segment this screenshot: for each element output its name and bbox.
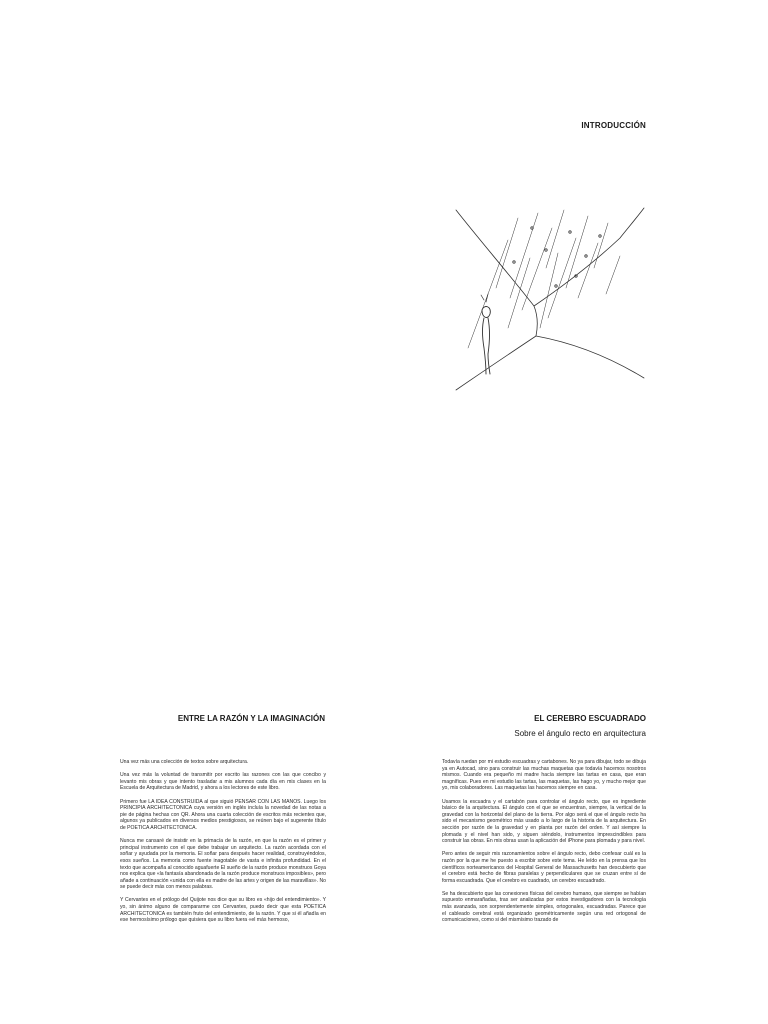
paragraph: Y Cervantes en el prólogo del Quijote nos dice que su libro es «hijo del entendimiento». Y yo, sin ánimo alguno de compararme con Cervantes, puedo decir que esta POETICA ARCHITECTONICA es también fruto del entendimiento, de la razón. Y que si él añadía en ese hermosísimo prólogo que quisiera que su libro fuera «el más hermoso,: [120, 897, 326, 924]
left-article-body: [120, 759, 326, 1024]
paragraph: Usamos la escuadra y el cartabón para controlar el ángulo recto, que es ingrediente básico de la arquitectura. El ángulo con el que se encuentran, siempre, la vertical de la gravedad con la horizontal del plano de la tierra. Por algo será el que el ángulo recto ha sido el mecanismo geométrico más usado a lo largo de la historia de la arquitectura. En sección por razón de la gravedad y en planta por razón del orden. Y así siempre la plomada y el nivel han sido, y siguen siéndolo, instrumentos imprescindibles para construir las obras. En mis obras usan la aplicación del iPhone para plomada y para nivel.: [442, 798, 646, 845]
paragraph: Una vez más una colección de textos sobre arquitectura.: [120, 759, 249, 765]
paragraph: Todavía ruedan por mi estudio escuadras y cartabones. No ya para dibujar, todo se dibuja ya en Autocad, sino para construir las muchas maquetas que todavía hacemos nosotros mismos. Cuando era pequeño mi madre hacía siempre las tartas en casa, que eran magníficas. Pues en mi estudio las tartas, las maquetas, las hago yo, y mucho mejor que yo, mis colaboradores. Las maquetas las hacemos siempre en casa.: [442, 759, 646, 792]
paragraph: Una vez más la voluntad de transmitir por escrito las razones con las que concibo y levanto mis obras y que intento trasladar a mis alumnos cada día en mis clases en la Escuela de Arquitectura de Madrid, y ahora a los lectores de este libro.: [120, 772, 326, 792]
right-article-title: EL CEREBRO ESCUADRADO: [534, 714, 646, 723]
paragraph: Se ha descubierto que las conexiones físicas del cerebro humano, que siempre se habían supuesto enmarañadas, tras ser analizadas por estos investigadores con la tecnología más avanzada, son sorprendentemente simples, ortogonales, escuadradas. Parece que el cableado cerebral está organizado geométricamente según una red ortogonal de comunicaciones, como si del mismísimo trazado de: [442, 890, 646, 924]
section-header: INTRODUCCIÓN: [581, 121, 646, 130]
left-article-title: ENTRE LA RAZÓN Y LA IMAGINACIÓN: [177, 714, 325, 723]
paragraph: Nunca me cansaré de insistir en la primacía de la razón, en que la razón es el primer y principal instrumento con el que debe trabajar un arquitecto. La razón acordada con el soñar y ayudada por la memoria. El soñar para después hacer realidad, construyéndolos, esos sueños. La memoria como fuente inagotable de vasta e infinita profundidad. En el texto que acompaña al conocido aguafuerte El sueño de la razón produce monstruos Goya nos explica que «la fantasía abandonada de la razón produce monstruos imposibles», pero añade a continuación «unida con ella es madre de las artes y origen de las maravillas». No se puede decir más con menos palabras.: [120, 838, 326, 891]
paragraph: Pero antes de seguir mis razonamientos sobre el ángulo recto, debo confesar cuál es la razón por la que me he puesto a escribir sobre este tema. He leído en la prensa que los científicos norteamericanos del Hospital General de Massachusetts han descubierto que el cerebro está hecho de fibras paralelas y perpendiculares que se cruzan entre sí de forma escuadrada. Que el cerebro es cuadrado, un cerebro escuadrado.: [442, 851, 646, 884]
right-article-subtitle: Sobre el ángulo recto en arquitectura: [514, 729, 646, 738]
right-article-body: [442, 759, 646, 1024]
paragraph: Primero fue LA IDEA CONSTRUIDA al que siguió PENSAR CON LAS MANOS. Luego los PRINCIPIA ARCHITECTONICA cuya versión en inglés incluía la novedad de las notas a pie de página hechas con QR. Ahora una cuarta colección de escritos más recientes que, algunos ya publicados en diversos medios prestigiosos, se reúnen bajo el sugerente título de POETICA ARCHITECTONICA.: [120, 798, 326, 831]
sketch-illustration: [448, 198, 646, 394]
